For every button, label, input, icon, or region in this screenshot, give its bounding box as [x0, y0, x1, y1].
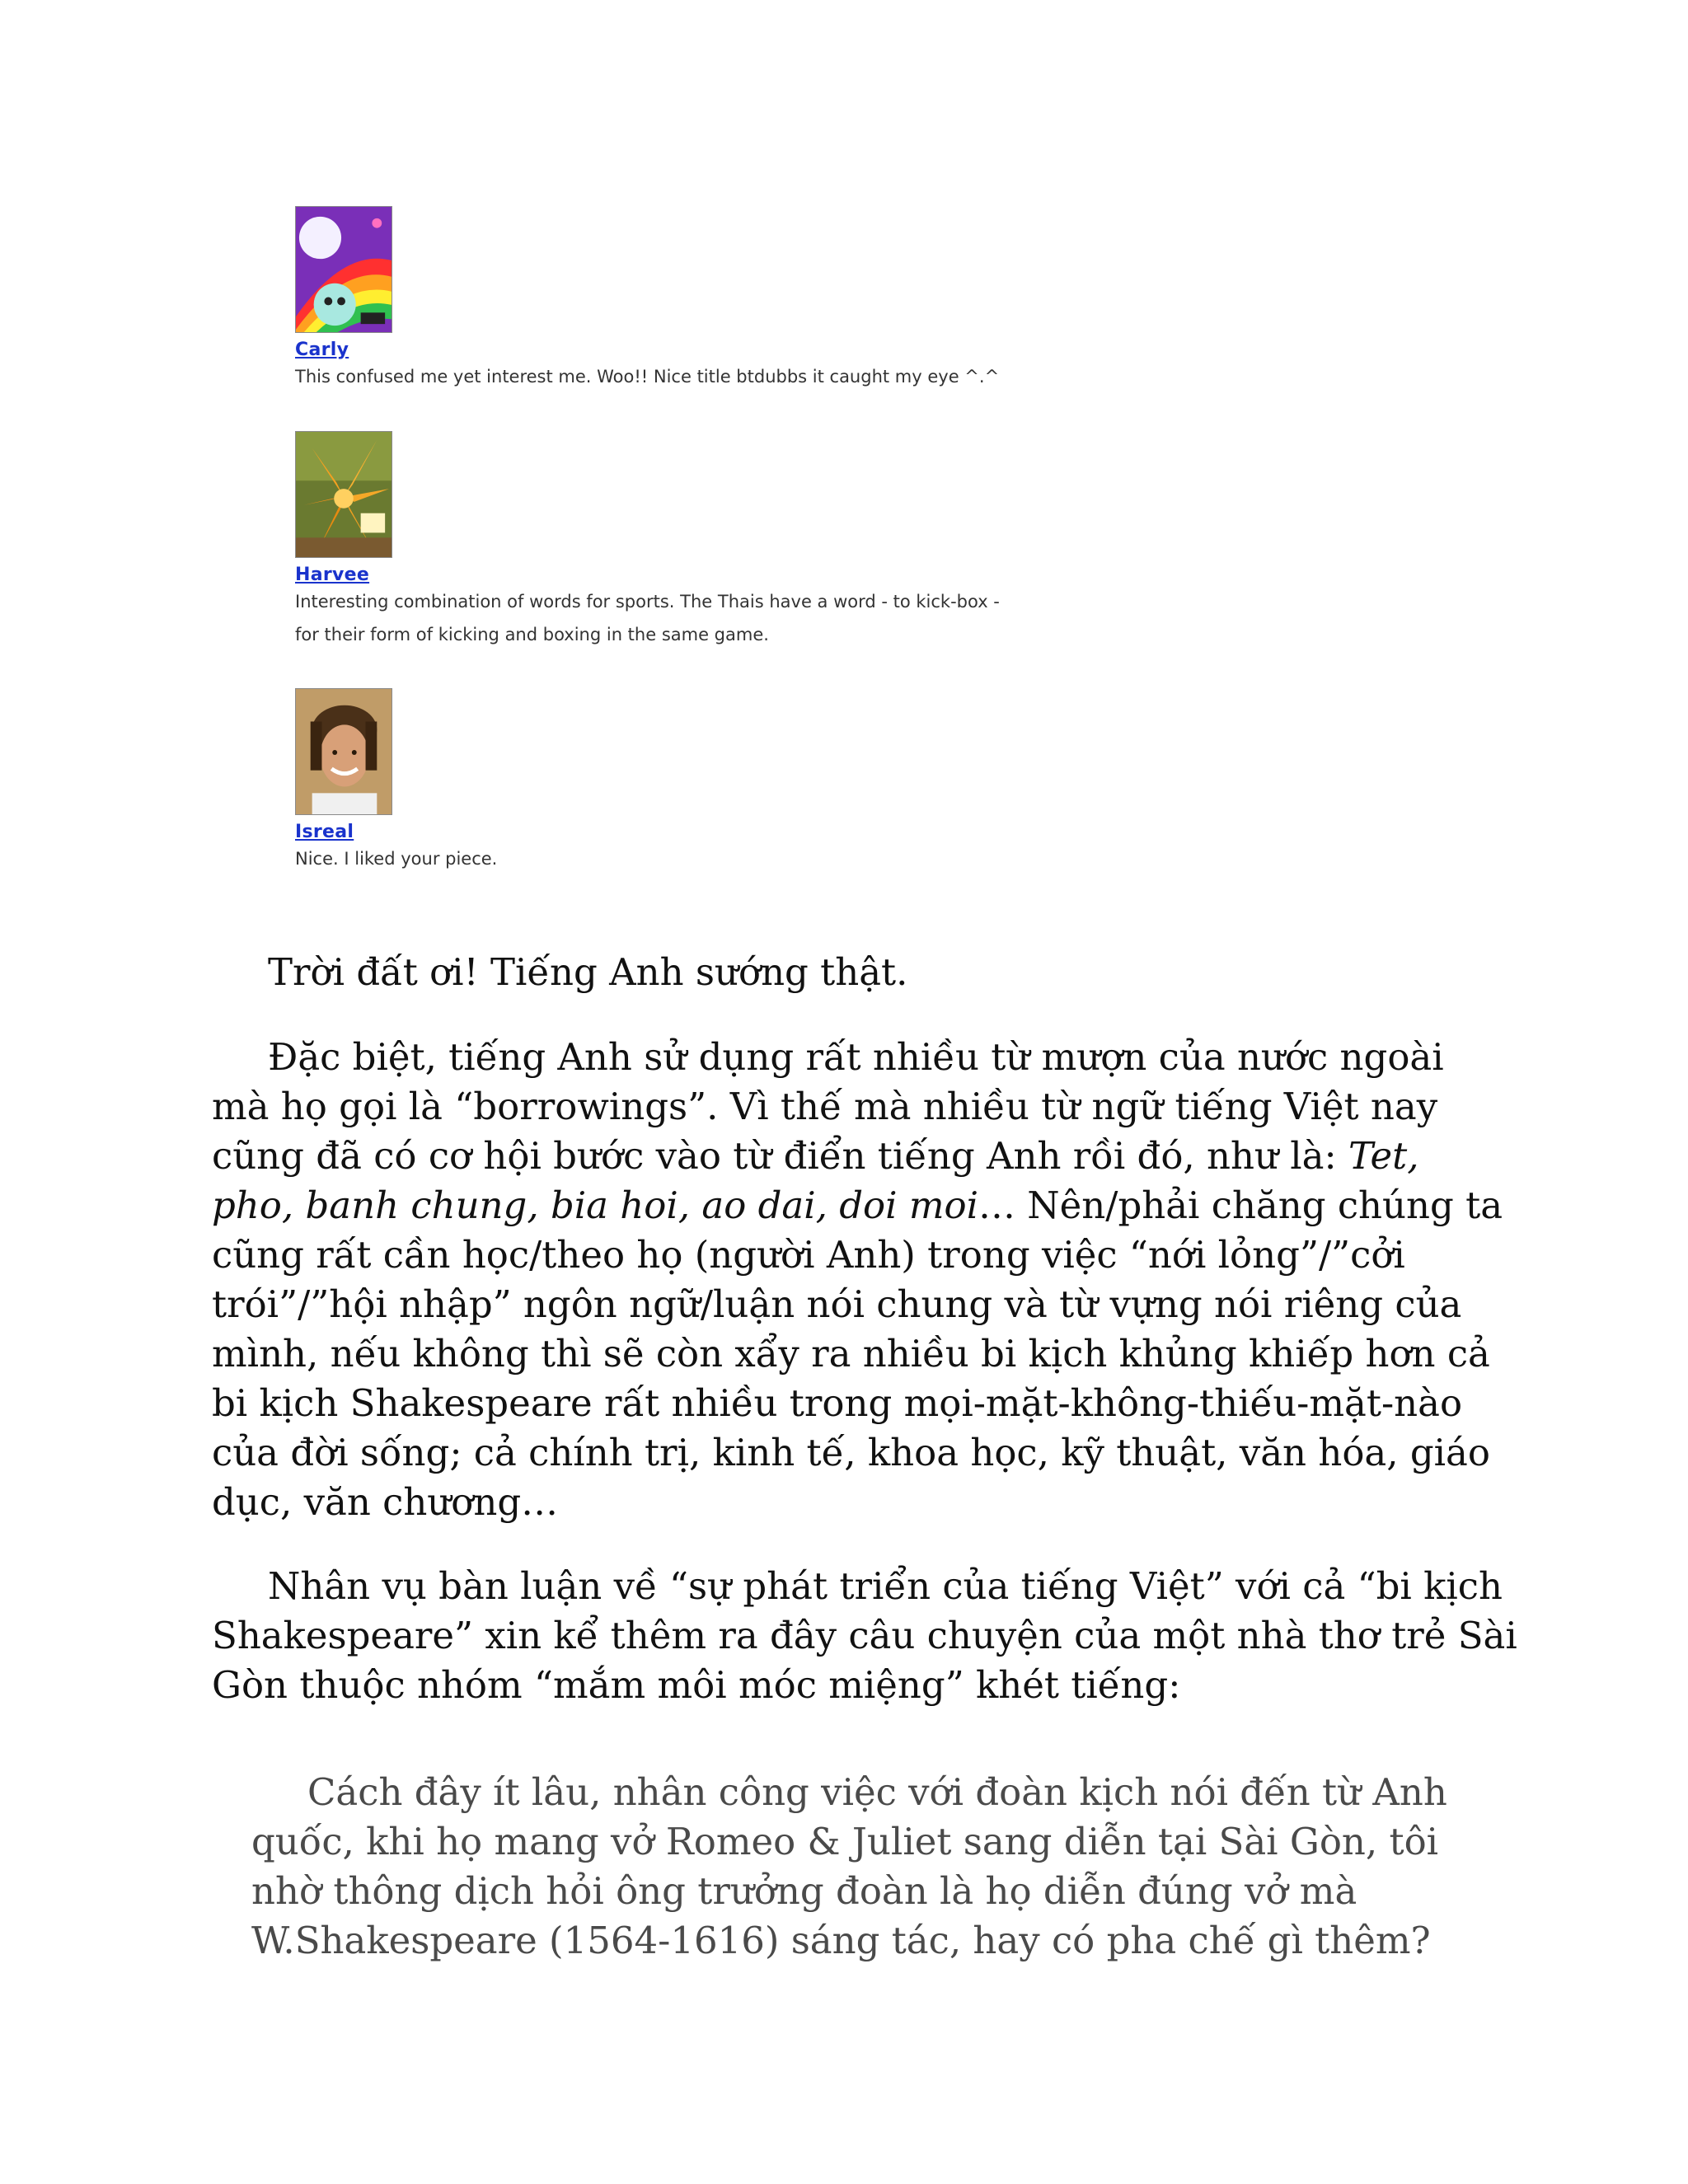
comment-text: This confused me yet interest me. Woo!! Nice title btdubbs it caught my eye ^.^: [295, 367, 1000, 387]
text-line: W.Shakespeare (1564-1616) sáng tác, hay có pha chế gì thêm?: [251, 1919, 1431, 1962]
borrowings-paragraph: [212, 1033, 1503, 1527]
text-line: Trời đất ơi! Tiếng Anh sướng thật.: [268, 950, 908, 994]
comment-item: [295, 431, 1119, 651]
avatar-person-photo: [296, 689, 392, 814]
italic-term: pho, banh chung, bia hoi, ao dai, doi moi: [212, 1183, 978, 1227]
text-run: … Nên/phải chăng chúng ta: [978, 1183, 1503, 1227]
text-run: cũng đã có cơ hội bước vào từ điển tiếng Anh rồi đó, như là:: [212, 1134, 1348, 1178]
avatar[interactable]: [295, 206, 392, 333]
comment-item: [295, 688, 1119, 875]
comment-author-link[interactable]: Isreal: [295, 822, 354, 842]
comment-author-link[interactable]: Harvee: [295, 565, 370, 585]
comment-text: for their form of kicking and boxing in the same game.: [295, 625, 769, 644]
text-line: quốc, khi họ mang vở Romeo & Juliet sang diễn tại Sài Gòn, tôi: [251, 1820, 1439, 1863]
comment-text: Nice. I liked your piece.: [295, 849, 498, 869]
avatar[interactable]: [295, 431, 392, 558]
text-line: [212, 1181, 1503, 1230]
text-line: Cách đây ít lâu, nhân công việc với đoàn kịch nói đến từ Anh: [307, 1770, 1447, 1814]
text-line: bi kịch Shakespeare rất nhiều trong mọi-mặt-không-thiếu-mặt-nào: [212, 1381, 1463, 1425]
text-line: cũng rất cần học/theo họ (người Anh) trong việc “nới lỏng”/”cởi: [212, 1233, 1405, 1277]
avatar-flower-image: [296, 432, 392, 557]
text-line: nhờ thông dịch hỏi ông trưởng đoàn là họ diễn đúng vở mà: [251, 1869, 1357, 1913]
text-line: mình, nếu không thì sẽ còn xẩy ra nhiều bi kịch khủng khiếp hơn cả: [212, 1332, 1490, 1376]
text-line: dục, văn chương…: [212, 1480, 559, 1524]
comment-author-link[interactable]: Carly: [295, 340, 349, 360]
text-line: Nhân vụ bàn luận về “sự phát triển của tiếng Việt” với cả “bi kịch: [268, 1564, 1503, 1608]
text-line: Gòn thuộc nhóm “mắm môi móc miệng” khét tiếng:: [212, 1663, 1181, 1707]
comment-item: [295, 206, 1119, 393]
italic-term: Tet,: [1348, 1134, 1419, 1178]
shakespeare-paragraph: [212, 1562, 1517, 1710]
text-line: của đời sống; cả chính trị, kinh tế, khoa học, kỹ thuật, văn hóa, giáo: [212, 1431, 1490, 1474]
text-line: trói”/”hội nhập” ngôn ngữ/luận nói chung và từ vựng nói riêng của: [212, 1282, 1462, 1326]
text-line: mà họ gọi là “borrowings”. Vì thế mà nhiều từ ngữ tiếng Việt nay: [212, 1085, 1438, 1128]
text-line: Đặc biệt, tiếng Anh sử dụng rất nhiều từ mượn của nước ngoài: [268, 1035, 1444, 1079]
exclamation-paragraph: [212, 948, 1481, 997]
text-line: [212, 1132, 1481, 1181]
avatar[interactable]: [295, 688, 392, 815]
text-line: Shakespeare” xin kể thêm ra đây câu chuyện của một nhà thơ trẻ Sài: [212, 1614, 1517, 1657]
quoted-story: [251, 1768, 1488, 1966]
avatar-rainbow-cartoon-image: [296, 207, 392, 332]
comment-text: Interesting combination of words for sports. The Thais have a word - to kick-box -: [295, 592, 1000, 612]
